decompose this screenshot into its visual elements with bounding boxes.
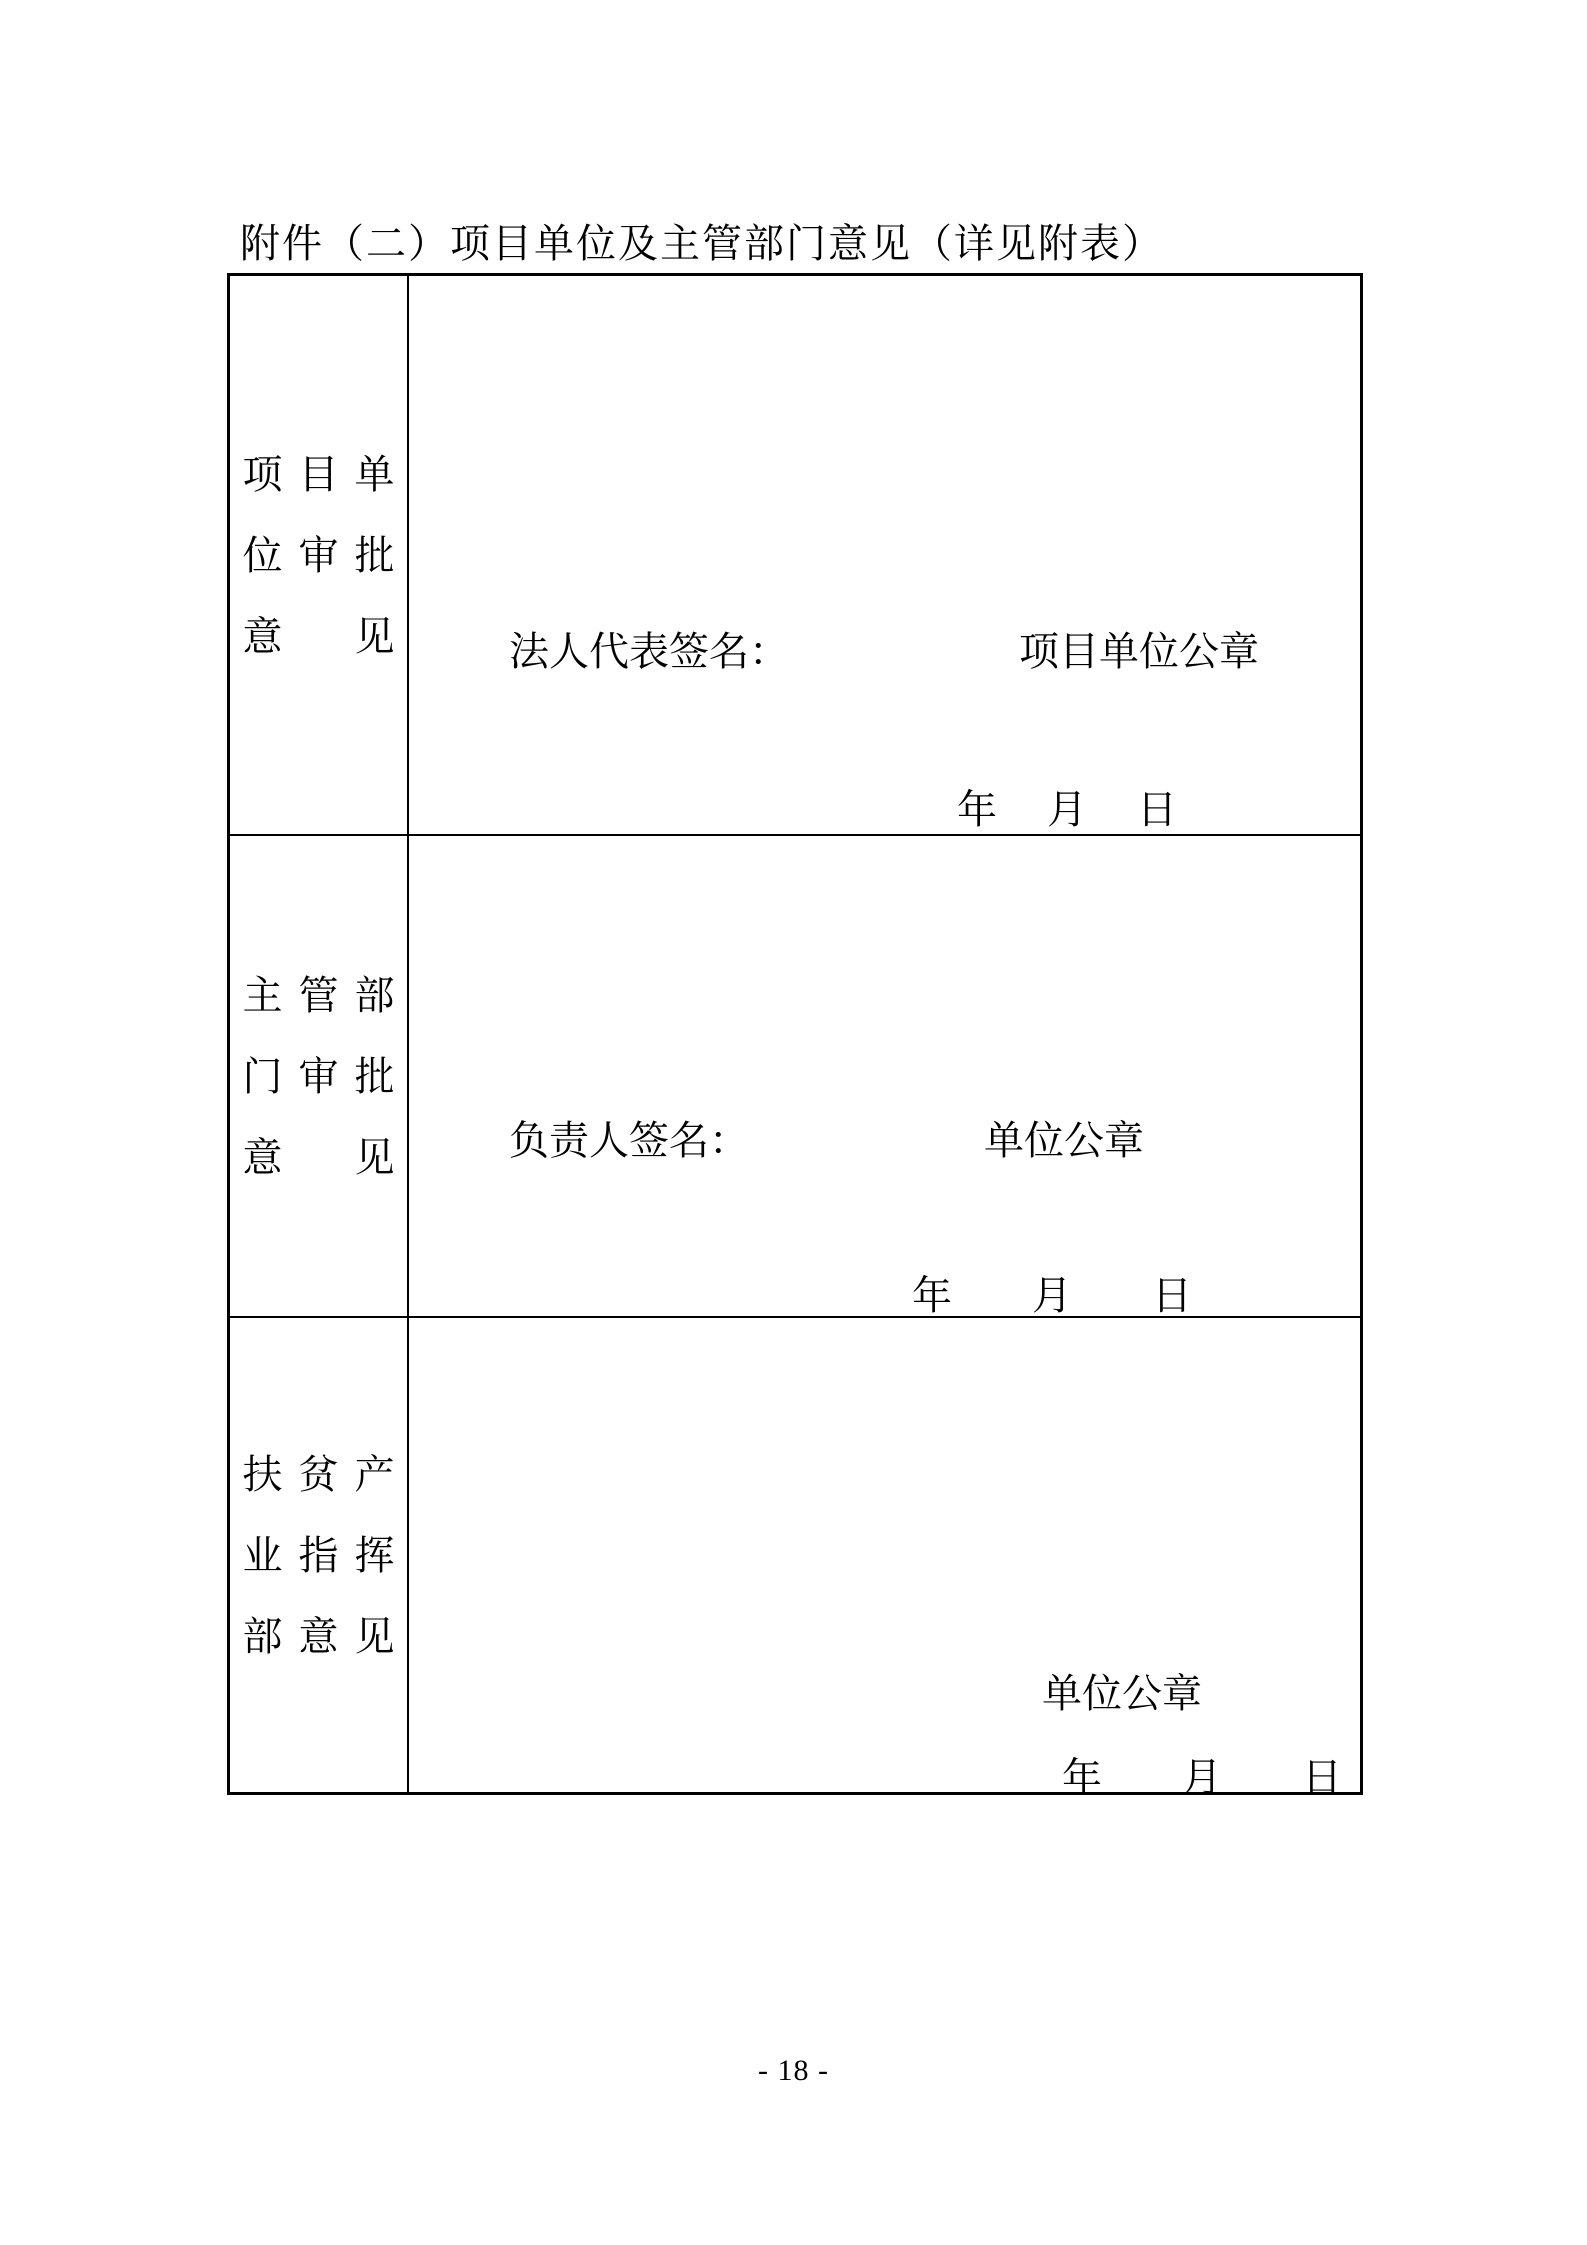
- table-row-project-unit-opinion: [230, 276, 1360, 834]
- row-header-line: 位审批: [242, 532, 395, 578]
- date-line: 年 月 日: [957, 787, 1182, 832]
- row-header-poverty-alleviation-headquarters: [230, 1318, 409, 1792]
- row-header-text-block: [243, 434, 395, 677]
- unit-seal-label: 单位公章: [984, 1118, 1144, 1163]
- row-header-line: 业指挥: [242, 1532, 395, 1578]
- legal-representative-signature-label: 法人代表签名：: [509, 629, 789, 674]
- row-header-line: 意见: [242, 613, 395, 659]
- row-header-line: 部意见: [242, 1613, 395, 1659]
- table-row-supervisor-department-opinion: [230, 834, 1360, 1316]
- row-header-line: 门审批: [242, 1053, 395, 1099]
- date-line: 年 月 日: [912, 1273, 1192, 1318]
- approval-table: [227, 273, 1363, 1800]
- project-unit-seal-label: 项目单位公章: [1019, 629, 1259, 674]
- page-title: 附件（二）项目单位及主管部门意见（详见附表）: [240, 221, 1164, 266]
- row-content-poverty-alleviation-headquarters: [409, 1318, 1360, 1800]
- row-content-supervisor-department: [409, 836, 1360, 1316]
- row-header-line: 项目单: [242, 451, 395, 497]
- responsible-person-signature-label: 负责人签名：: [509, 1118, 749, 1163]
- row-header-project-unit: [230, 276, 409, 834]
- table-row-poverty-alleviation-headquarters-opinion: [230, 1316, 1360, 1800]
- row-header-line: 主管部: [242, 972, 395, 1018]
- date-line: 年 月 日: [1062, 1755, 1342, 1800]
- unit-seal-label: 单位公章: [1042, 1671, 1202, 1716]
- row-header-line: 扶贫产: [242, 1451, 395, 1497]
- row-header-line: 意见: [242, 1134, 395, 1180]
- page-number: - 18 -: [758, 2054, 829, 2087]
- row-header-supervisor-department: [230, 836, 409, 1316]
- row-header-text-block: [243, 955, 395, 1198]
- row-content-project-unit: [409, 276, 1360, 834]
- row-header-text-block: [243, 1434, 395, 1677]
